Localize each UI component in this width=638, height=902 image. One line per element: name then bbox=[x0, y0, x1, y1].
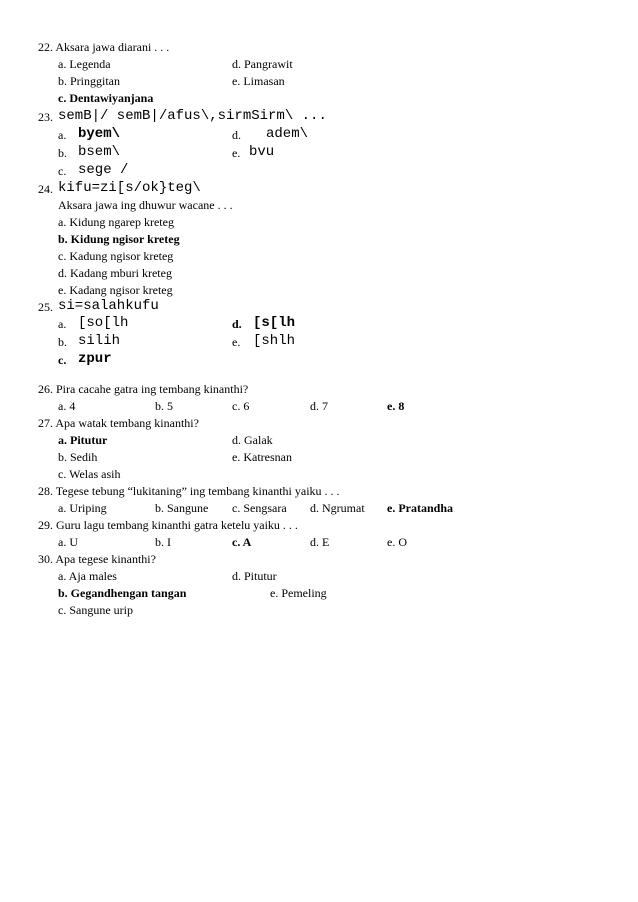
q26-option-c: c. 6 bbox=[232, 399, 250, 413]
q29-option-c: c. A bbox=[232, 535, 252, 549]
question-24-number: 24. bbox=[38, 182, 53, 196]
q28-option-d: d. Ngrumat bbox=[310, 501, 365, 515]
question-29-stem: 29. Guru lagu tembang kinanthi gatra ketelu yaiku . . . bbox=[38, 518, 298, 532]
q25-option-b-label: b. bbox=[58, 335, 67, 349]
q25-option-d-label: d. bbox=[232, 317, 242, 331]
q23-option-e: bvu bbox=[249, 144, 275, 160]
q22-option-d: d. Pangrawit bbox=[232, 57, 293, 71]
q26-option-e: e. 8 bbox=[387, 399, 405, 413]
q22-option-c: c. Dentawiyanjana bbox=[58, 91, 154, 105]
q23-option-a-label: a. bbox=[58, 128, 67, 142]
question-26-stem: 26. Pira cacahe gatra ing tembang kinanthi? bbox=[38, 382, 249, 396]
q30-option-b: b. Gegandhengan tangan bbox=[58, 586, 187, 600]
q25-option-d: [s[lh bbox=[253, 315, 296, 331]
q25-option-a: [so[lh bbox=[78, 315, 129, 331]
question-22-stem: 22. Aksara jawa diarani . . . bbox=[38, 40, 170, 54]
q30-option-d: d. Pitutur bbox=[232, 569, 277, 583]
question-23-number: 23. bbox=[38, 110, 53, 124]
q27-option-b: b. Sedih bbox=[58, 450, 98, 464]
q25-option-e-label: e. bbox=[232, 335, 241, 349]
q26-option-d: d. 7 bbox=[310, 399, 328, 413]
q29-option-e: e. O bbox=[387, 535, 407, 549]
q23-option-c: sege / bbox=[78, 162, 129, 178]
q24-option-a: a. Kidung ngarep kreteg bbox=[58, 215, 174, 229]
q23-option-c-label: c. bbox=[58, 164, 67, 178]
question-27-stem: 27. Apa watak tembang kinanthi? bbox=[38, 416, 199, 430]
q24-option-b: b. Kidung ngisor kreteg bbox=[58, 232, 180, 246]
q29-option-d: d. E bbox=[310, 535, 330, 549]
q28-option-c: c. Sengsara bbox=[232, 501, 287, 515]
q29-option-a: a. U bbox=[58, 535, 78, 549]
q24-option-c: c. Kadung ngisor kreteg bbox=[58, 249, 174, 263]
question-30-stem: 30. Apa tegese kinanthi? bbox=[38, 552, 156, 566]
q22-option-e: e. Limasan bbox=[232, 74, 285, 88]
q22-option-a: a. Legenda bbox=[58, 57, 111, 71]
question-25-number: 25. bbox=[38, 300, 53, 314]
q27-option-e: e. Katresnan bbox=[232, 450, 292, 464]
q23-option-e-label: e. bbox=[232, 146, 241, 160]
q25-option-a-label: a. bbox=[58, 317, 67, 331]
q22-option-b: b. Pringgitan bbox=[58, 74, 120, 88]
q28-option-e: e. Pratandha bbox=[387, 501, 453, 515]
q25-option-c-label: c. bbox=[58, 353, 67, 367]
q25-option-c: zpur bbox=[78, 351, 112, 367]
q28-option-b: b. Sangune bbox=[155, 501, 209, 515]
q30-option-e: e. Pemeling bbox=[270, 586, 327, 600]
q29-option-b: b. I bbox=[155, 535, 171, 549]
q27-option-c: c. Welas asih bbox=[58, 467, 121, 481]
q30-option-a: a. Aja males bbox=[58, 569, 117, 583]
q24-option-d: d. Kadang mburi kreteg bbox=[58, 266, 172, 280]
q23-option-b: bsem\ bbox=[78, 144, 121, 160]
q25-option-e: [shlh bbox=[253, 333, 296, 349]
q23-option-d-label: d. bbox=[232, 128, 241, 142]
q23-option-b-label: b. bbox=[58, 146, 67, 160]
q30-option-c: c. Sangune urip bbox=[58, 603, 133, 617]
q23-option-d: adem\ bbox=[266, 126, 309, 142]
q23-option-a: byem\ bbox=[78, 126, 121, 142]
q24-option-e: e. Kadang ngisor kreteg bbox=[58, 283, 173, 297]
q26-option-b: b. 5 bbox=[155, 399, 173, 413]
q27-option-a: a. Pitutur bbox=[58, 433, 108, 447]
q25-option-b: silih bbox=[78, 333, 121, 349]
q26-option-a: a. 4 bbox=[58, 399, 76, 413]
question-28-stem: 28. Tegese tebung “lukitaning” ing tembang kinanthi yaiku . . . bbox=[38, 484, 340, 498]
q28-option-a: a. Uriping bbox=[58, 501, 107, 515]
question-25-stem: si=salahkufu bbox=[58, 298, 159, 314]
question-23-stem: semB|/ semB|/afus\,sirmSirm\ ... bbox=[58, 108, 327, 124]
question-24-subtext: Aksara jawa ing dhuwur wacane . . . bbox=[58, 198, 233, 212]
q27-option-d: d. Galak bbox=[232, 433, 273, 447]
question-24-stem: kifu=zi[s/ok}teg\ bbox=[58, 180, 201, 196]
